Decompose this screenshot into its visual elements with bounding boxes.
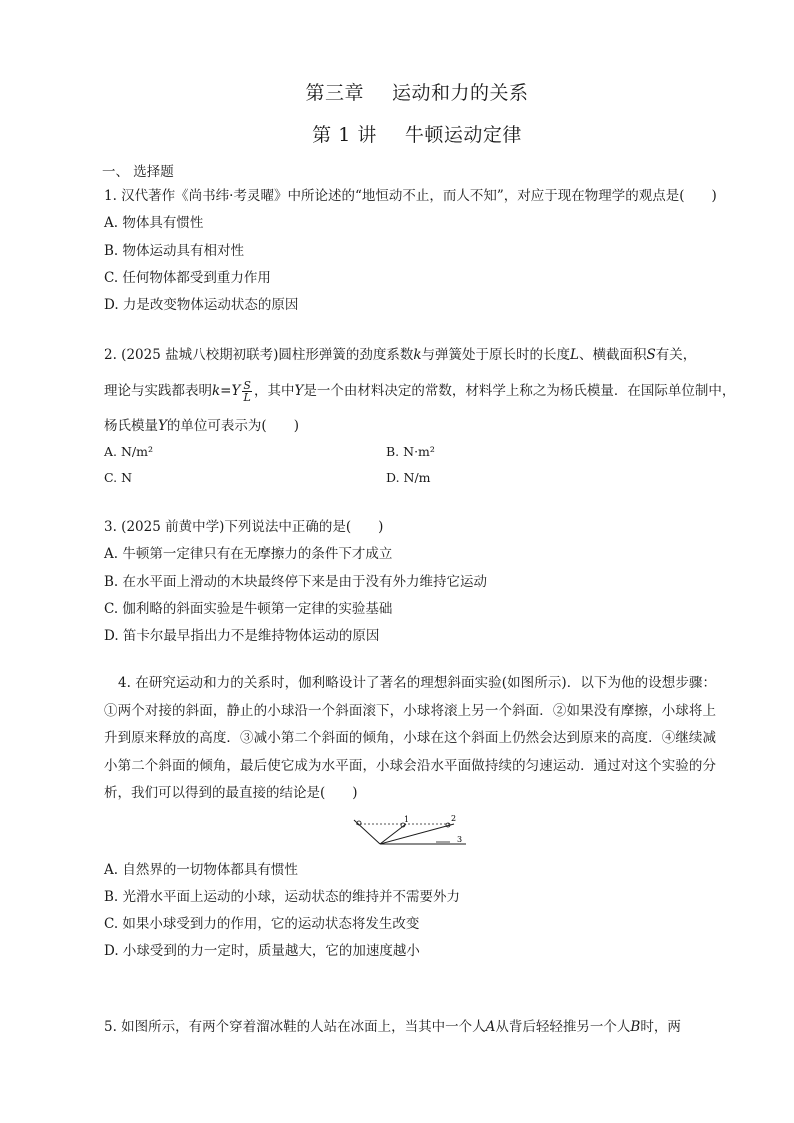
q1-option-b: B. 物体运动具有相对性 [104,243,245,259]
var-A: A [485,1019,496,1035]
var-S: S [646,347,656,363]
q4-stem: 4. 在研究运动和力的关系时，伽利略设计了著名的理想斜面实验(如图所示)．以下为他的设想步骤：①两个对接的斜面，静止的小球沿一个斜面滚下，小球将滚上另一个斜面．②如果没有摩擦，小球将上升到原来释放的高度．③减小第二个斜面的倾角，小球在这个斜面上仍然会达到原来的高度．④继续减小第二个斜面的倾角，最后使它成为水平面，小球会沿水平面做持续的匀速运动．通过对这个实验的分析，我们可以得到的最直接的结论是( ) [104,675,716,801]
q5-stem [104,1018,681,1036]
q4-option-c: C. 如果小球受到力的作用，它的运动状态将发生改变 [104,916,420,932]
label-2: 2 [451,814,457,823]
chapter-title [0,78,794,105]
slope-2 [380,824,454,844]
formula-lhs: k=Y [212,383,241,399]
q2-text: ，其中 [253,383,295,399]
var-k: k [413,347,422,363]
fraction-denominator: L [243,391,251,404]
q2-text: 的单位可表示为( ) [166,418,299,434]
q5-text: 从背后轻轻推另一个人 [495,1019,631,1035]
lesson-name: 牛顿运动定律 [404,124,522,146]
q4-option-b: B. 光滑水平面上运动的小球，运动状态的维持并不需要外力 [104,889,461,905]
q2-text: 理论与实践都表明 [104,383,212,399]
left-slope [354,820,380,844]
q3-option-c: C. 伽利略的斜面实验是牛顿第一定律的实验基础 [104,601,393,617]
var-Y: Y [158,418,167,434]
q2-text: 是一个由材料决定的常数，材料学上称之为杨氏模量．在国际单位制中， [303,383,736,399]
section-title: 一、 选择题 [102,164,174,180]
lesson-title [0,120,794,147]
q1-option-d: D. 力是改变物体运动状态的原因 [104,297,299,313]
q4-option-d: D. 小球受到的力一定时，质量越大，它的加速度越小 [104,943,420,959]
chapter-name: 运动和力的关系 [392,82,529,104]
q3-stem: 3. (2025 前黄中学)下列说法中正确的是( ) [104,519,384,535]
q2-text: 杨氏模量 [104,418,158,434]
chapter-number: 第三章 [305,82,364,104]
q2-text: 、横截面积 [579,347,647,363]
q5-text: 时，两 [640,1019,681,1035]
fraction-numerator: S [243,379,251,392]
q5-text: 5. 如图所示，有两个穿着溜冰鞋的人站在冰面上，当其中一个人 [104,1019,486,1035]
q2-option-d: D. N/m [386,470,431,485]
q2-text: 2. (2025 盐城八校期初联考)圆柱形弹簧的劲度系数 [104,347,414,363]
lesson-number: 第 1 讲 [312,124,377,146]
q2-line-3 [104,417,299,435]
q1-stem: 1. 汉代著作《尚书纬·考灵曜》中所论述的“地恒动不止，而人不知”，对应于现在物理学的观点是( ) [104,188,717,204]
q2-option-a: A. N/m² [104,444,153,459]
q1-option-c: C. 任何物体都受到重力作用 [104,270,271,286]
inclined-plane-figure [350,812,470,852]
q3-option-b: B. 在水平面上滑动的木块最终停下来是由于没有外力维持它运动 [104,574,488,590]
var-L: L [570,347,580,363]
var-B: B [630,1019,641,1035]
q2-text: 与弹簧处于原长时的长度 [421,347,571,363]
q2-text: 有关， [655,347,697,363]
formula-fraction [242,380,252,403]
label-1: 1 [404,815,410,824]
q2-line-1 [104,346,696,364]
q3-option-a: A. 牛顿第一定律只有在无摩擦力的条件下才成立 [104,546,393,562]
q1-option-a: A. 物体具有惯性 [104,215,204,231]
label-3: 3 [457,835,463,844]
q2-option-b: B. N·m² [386,444,435,459]
var-Y: Y [294,383,304,399]
q3-option-d: D. 笛卡尔最早指出力不是维持物体运动的原因 [104,628,380,644]
q2-option-c: C. N [104,470,133,485]
q4-option-a: A. 自然界的一切物体都具有惯性 [104,862,298,878]
q2-line-2 [104,380,735,403]
